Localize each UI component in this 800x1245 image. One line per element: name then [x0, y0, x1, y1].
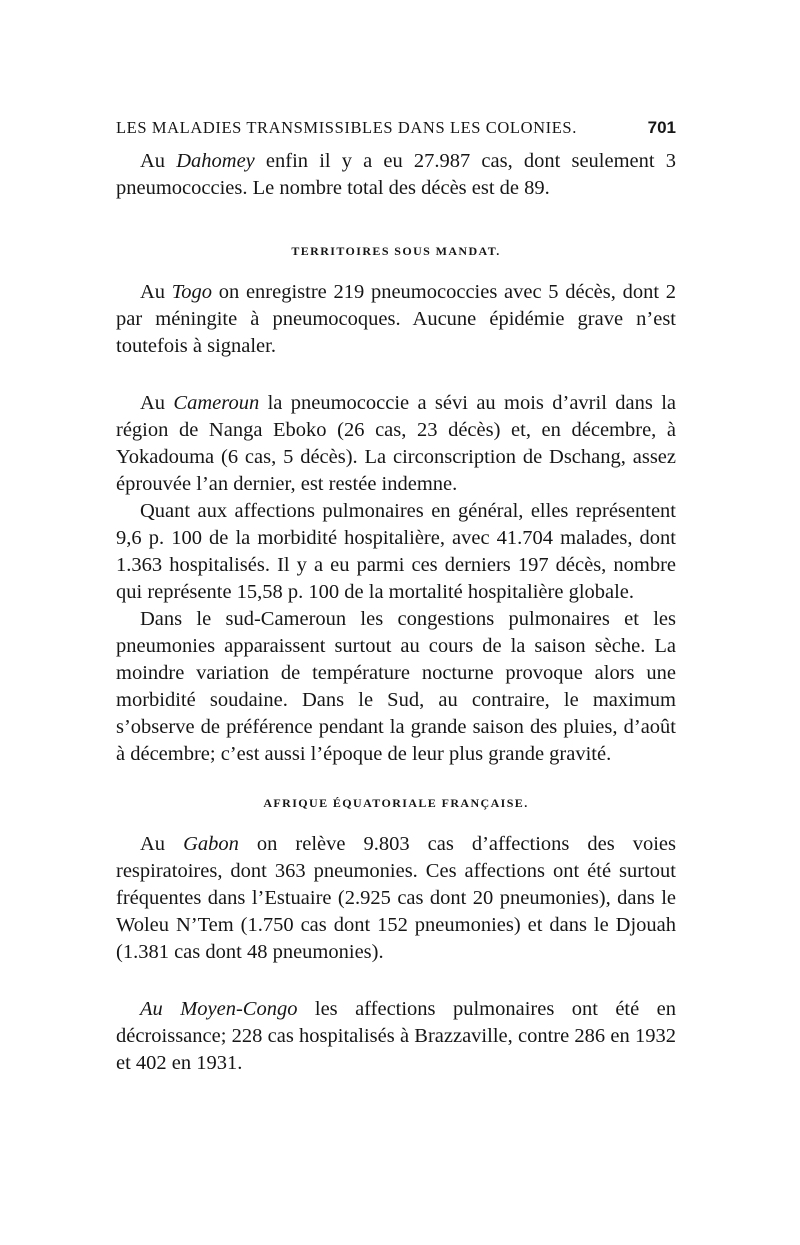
paragraph-text: on enregistre 219 pneumococcies avec 5 décès, dont 2 par méningite à pneumocoques. Aucune épidémie grave n’est toutefois à signaler.: [116, 281, 676, 357]
paragraph-text: les affections pulmonaires ont été en décroissance; 228 cas hospitalisés à Brazzaville, contre 286 en 1932 et 402 en 1931.: [116, 998, 676, 1074]
paragraph-cameroun: [116, 390, 676, 498]
paragraph-text: la pneumococcie a sévi au mois d’avril dans la région de Nanga Eboko (26 cas, 23 décès) et, en décembre, à Yokadouma (6 cas, 5 décès). La circonscription de Dschang, assez éprouvée l’an dernier, est restée indemne.: [116, 392, 676, 495]
paragraph-dahomey: [116, 148, 676, 202]
document-page: [116, 118, 676, 1077]
section-heading-territoires-sous-mandat: TERRITOIRES SOUS MANDAT.: [291, 244, 501, 258]
paragraph-text: Dans le sud-Cameroun les congestions pulmonaires et les pneumonies apparaissent surtout au cours de la saison sèche. La moindre variation de température nocturne provoque alors une morbidité soudaine. Dans le Sud, au contraire, le maximum s’observe de préférence pendant la grande saison des pluies, d’août à décembre; c’est aussi l’époque de leur plus grande gravité.: [116, 608, 676, 765]
place-name: Gabon: [183, 833, 239, 855]
paragraph-gabon: [116, 831, 676, 966]
paragraph-text: Quant aux affections pulmonaires en général, elles représentent 9,6 p. 100 de la morbidité hospitalière, avec 41.704 malades, dont 1.363 hospitalisés. Il y a eu parmi ces derniers 197 décès, nombre qui représente 15,58 p. 100 de la mortalité hospitalière globale.: [116, 500, 676, 603]
paragraph-text: on relève 9.803 cas d’affections des voies respiratoires, dont 363 pneumonies. Ces affections ont été surtout fréquentes dans l’Estuaire (2.925 cas dont 20 pneumonies), dans le Woleu N’Tem (1.750 cas dont 152 pneumonies) et dans le Djouah (1.381 cas dont 48 pneumonies).: [116, 833, 676, 963]
paragraph-text: enfin il y a eu 27.987 cas, dont seulement 3 pneumococcies. Le nombre total des décès est de 89.: [116, 150, 676, 199]
place-name: Togo: [171, 281, 213, 303]
page-number: 701: [647, 118, 676, 137]
paragraph-lead: Au: [140, 392, 174, 414]
paragraph-lead: Au: [140, 833, 184, 855]
paragraph-lead: Au: [140, 281, 172, 303]
place-name: Dahomey: [176, 150, 255, 172]
place-name: Au Moyen-Congo: [140, 998, 298, 1020]
paragraph-lead: Au: [140, 150, 177, 172]
section-heading-afrique-equatoriale: AFRIQUE ÉQUATORIALE FRANÇAISE.: [263, 796, 529, 810]
paragraph-togo: [116, 279, 676, 360]
running-header: [116, 118, 676, 146]
place-name: Cameroun: [173, 392, 260, 414]
running-title: LES MALADIES TRANSMISSIBLES DANS LES COLONIES.: [116, 118, 577, 137]
paragraph-moyen-congo: [116, 996, 676, 1077]
paragraph-affections-pulmonaires: [116, 498, 676, 606]
paragraph-sud-cameroun: [116, 606, 676, 768]
